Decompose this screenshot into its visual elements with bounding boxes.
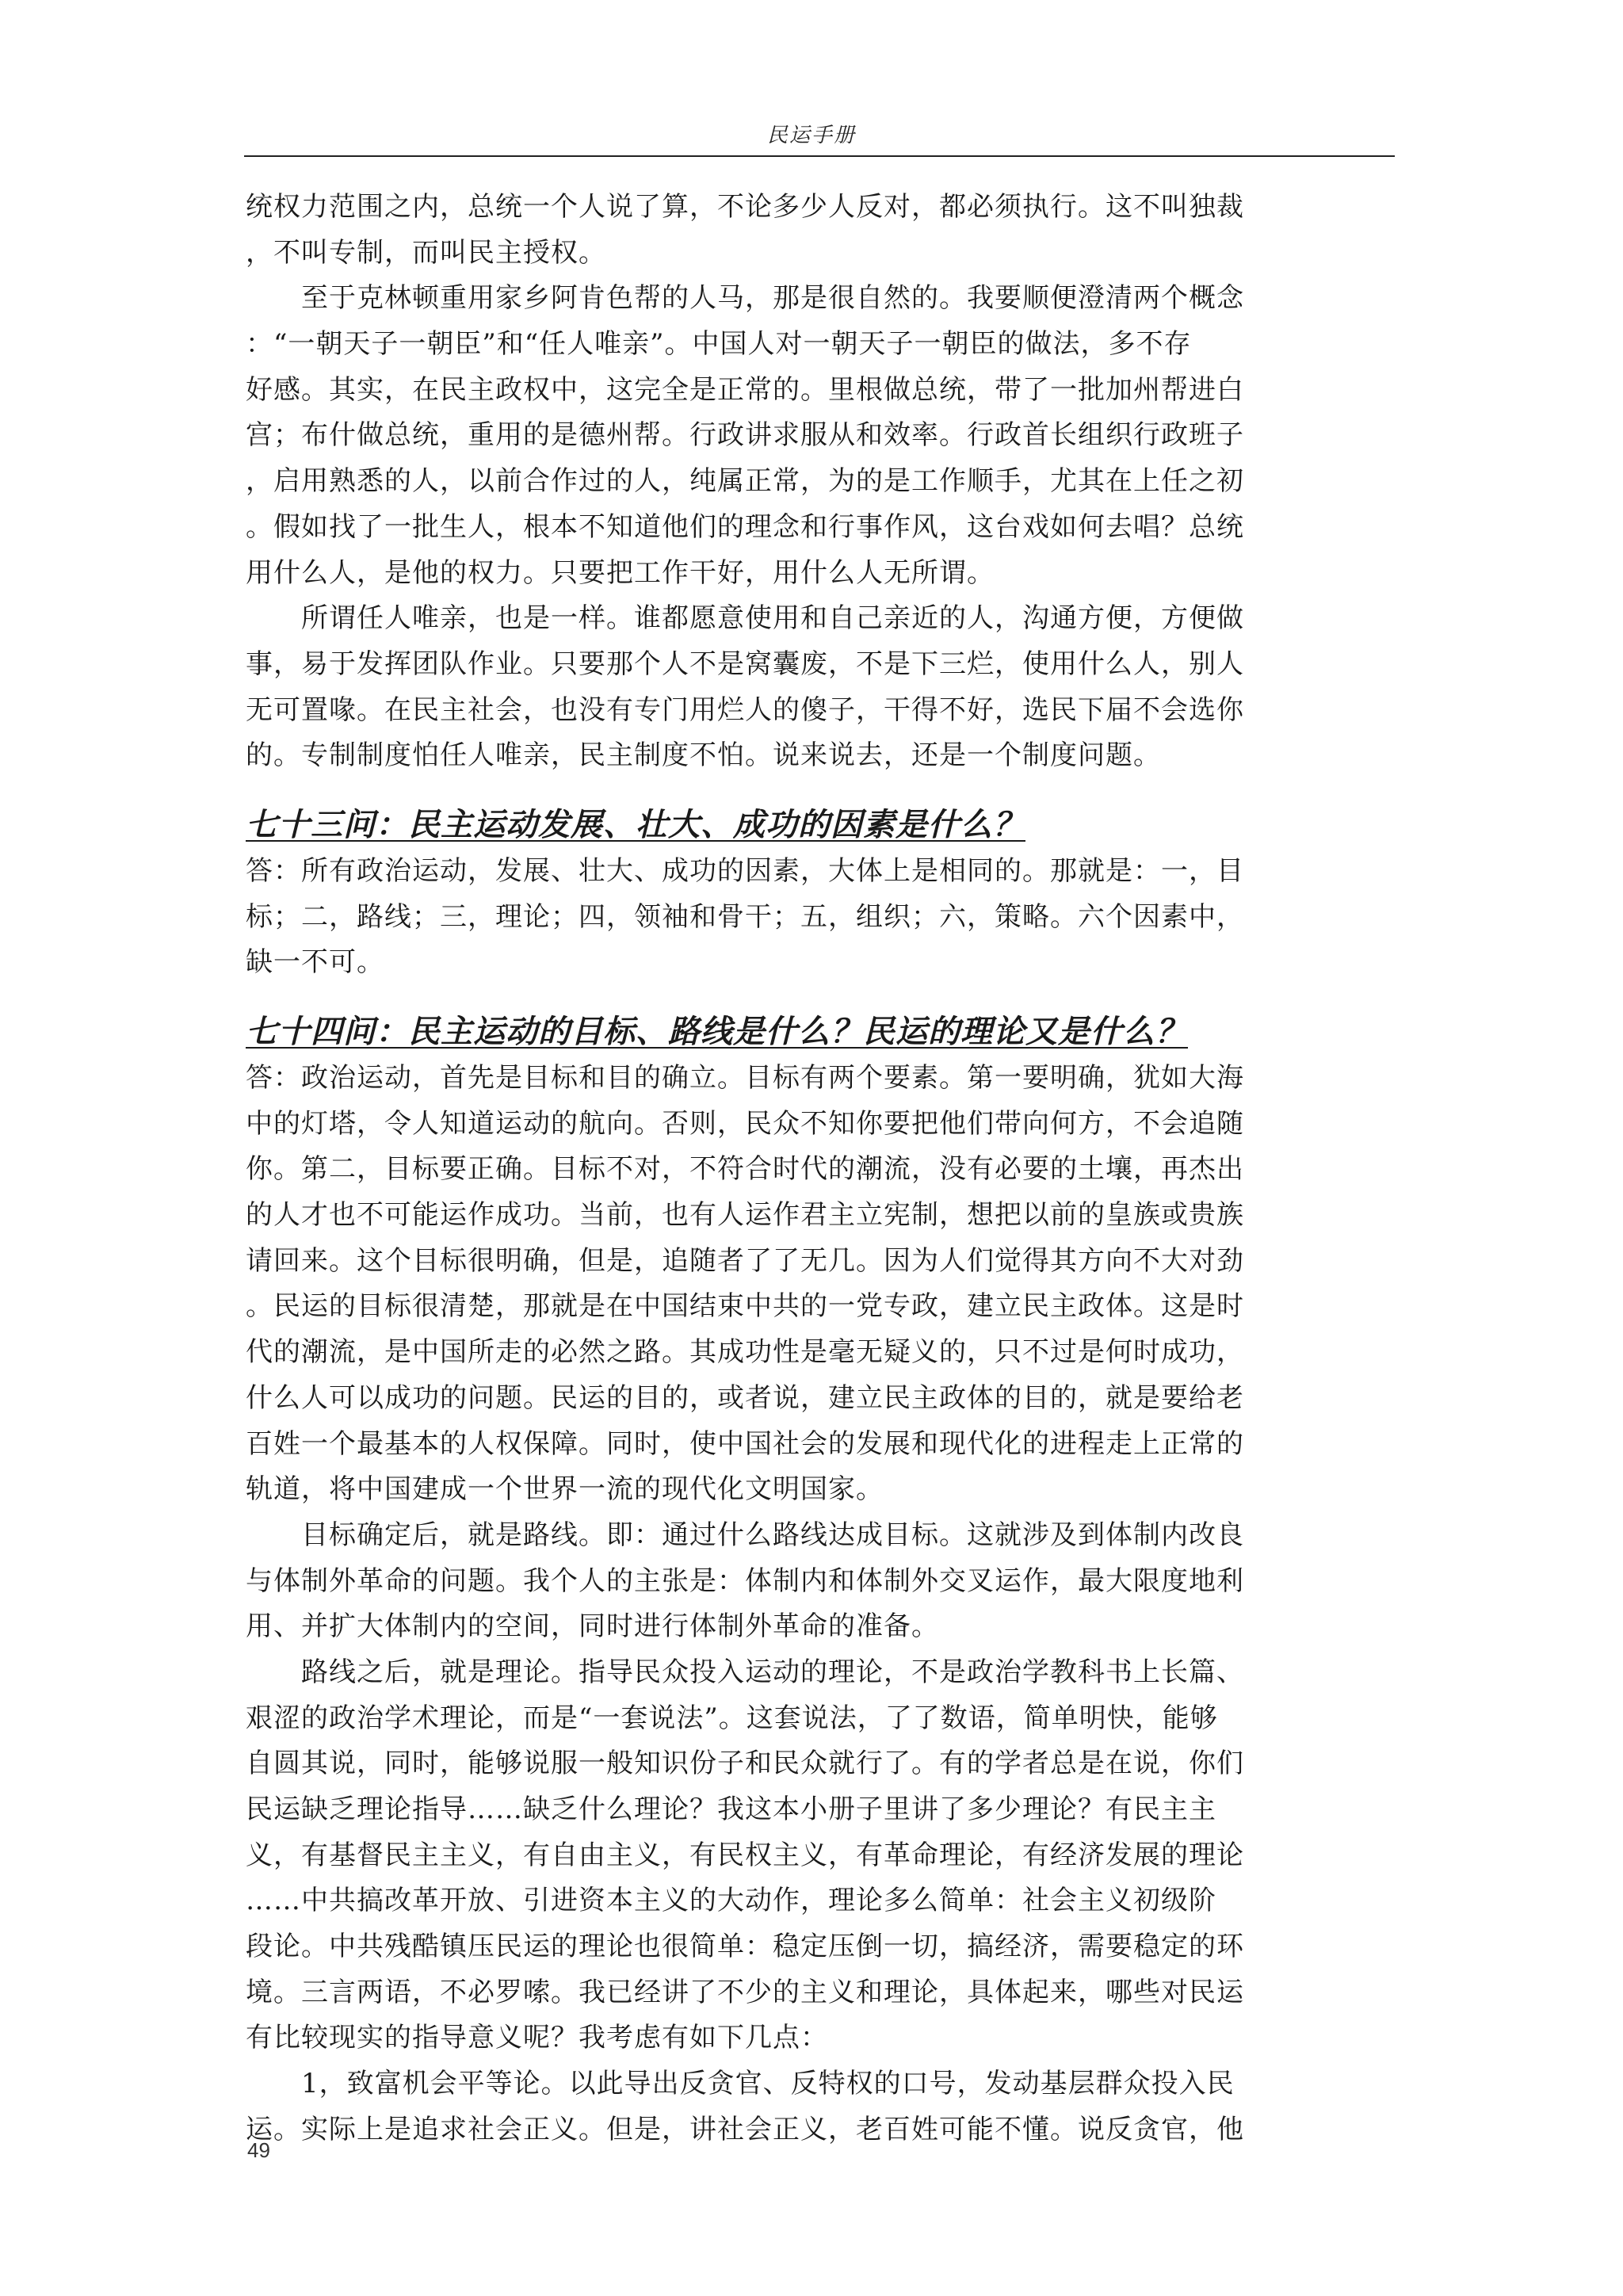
text-line: 缺一不可。 xyxy=(246,946,384,979)
header-rule xyxy=(244,155,1395,157)
text-line: 。假如找了一批生人，根本不知道他们的理念和行事作风，这台戏如何去唱？总统 xyxy=(246,510,1244,543)
text-line: 目标确定后，就是路线。即：通过什么路线达成目标。这就涉及到体制内改良 xyxy=(301,1519,1244,1551)
text-line: 。民运的目标很清楚，那就是在中国结束中共的一党专政，建立民主政体。这是时 xyxy=(246,1290,1244,1323)
running-header-title: 民运手册 xyxy=(766,124,856,147)
text-line: 什么人可以成功的问题。民运的目的，或者说，建立民主政体的目的，就是要给老 xyxy=(246,1381,1244,1414)
text-line: 标；二，路线；三，理论；四，领袖和骨干；五，组织；六，策略。六个因素中， xyxy=(246,900,1244,933)
text-line: 至于克林顿重用家乡阿肯色帮的人马，那是很自然的。我要顺便澄清两个概念 xyxy=(301,282,1244,315)
text-line: 好感。其实，在民主政权中，这完全是正常的。里根做总统，带了一批加州帮进白 xyxy=(246,373,1244,406)
text-line: 用什么人，是他的权力。只要把工作干好，用什么人无所谓。 xyxy=(246,556,995,589)
text-line: 请回来。这个目标很明确，但是，追随者了了无几。因为人们觉得其方向不大对劲 xyxy=(246,1244,1244,1277)
page-body xyxy=(246,185,1339,2153)
text-line: 1，致富机会平等论。以此导出反贪官、反特权的口号，发动基层群众投入民 xyxy=(301,2068,1235,2100)
section-heading-73: 七十三问：民主运动发展、壮大、成功的因素是什么？ xyxy=(246,805,1025,843)
text-line: ，启用熟悉的人，以前合作过的人，纯属正常，为的是工作顺手，尤其在上任之初 xyxy=(246,465,1244,498)
text-line: 自圆其说，同时，能够说服一般知识份子和民众就行了。有的学者总是在说，你们 xyxy=(246,1748,1244,1780)
text-line: 的。专制制度怕任人唯亲，民主制度不怕。说来说去，还是一个制度问题。 xyxy=(246,739,1161,772)
text-line: 用、并扩大体制内的空间，同时进行体制外革命的准备。 xyxy=(246,1610,939,1643)
section-heading-74: 七十四问：民主运动的目标、路线是什么？民运的理论又是什么？ xyxy=(246,1013,1188,1050)
text-line: 答：政治运动，首先是目标和目的确立。目标有两个要素。第一要明确，犹如大海 xyxy=(246,1062,1244,1094)
text-line: ，不叫专制，而叫民主授权。 xyxy=(246,236,606,269)
text-line: 有比较现实的指导意义呢？我考虑有如下几点： xyxy=(246,2022,828,2054)
text-line: ……中共搞改革开放、引进资本主义的大动作，理论多么简单：社会主义初级阶 xyxy=(246,1885,1216,1917)
text-line: 答：所有政治运动，发展、壮大、成功的因素，大体上是相同的。那就是：一，目 xyxy=(246,854,1244,887)
text-line: 民运缺乏理论指导……缺乏什么理论？我这本小册子里讲了多少理论？有民主主 xyxy=(246,1794,1216,1825)
text-line: 中的灯塔，令人知道运动的航向。否则，民众不知你要把他们带向何方，不会追随 xyxy=(246,1107,1244,1140)
text-line: 艰涩的政治学术理论，而是“一套说法”。这套说法，了了数语，简单明快，能够 xyxy=(246,1702,1218,1734)
text-line: ：“一朝天子一朝臣”和“任人唯亲”。中国人对一朝天子一朝臣的做法，多不存 xyxy=(246,328,1192,361)
text-line: 代的潮流，是中国所走的必然之路。其成功性是毫无疑义的，只不过是何时成功， xyxy=(246,1336,1244,1369)
text-line: 百姓一个最基本的人权保障。同时，使中国社会的发展和现代化的进程走上正常的 xyxy=(246,1427,1244,1460)
text-line: 所谓任人唯亲，也是一样。谁都愿意使用和自己亲近的人，沟通方便，方便做 xyxy=(301,602,1244,635)
text-line: 无可置喙。在民主社会，也没有专门用烂人的傻子，干得不好，选民下届不会选你 xyxy=(246,693,1244,726)
text-line: 统权力范围之内，总统一个人说了算，不论多少人反对，都必须执行。这不叫独裁 xyxy=(246,191,1244,223)
text-line: 的人才也不可能运作成功。当前，也有人运作君主立宪制，想把以前的皇族或贵族 xyxy=(246,1199,1244,1232)
text-line: 你。第二，目标要正确。目标不对，不符合时代的潮流，没有必要的土壤，再杰出 xyxy=(246,1153,1244,1186)
text-line: 事，易于发挥团队作业。只要那个人不是窝囊废，不是下三烂，使用什么人，别人 xyxy=(246,648,1244,680)
text-line: 与体制外革命的问题。我个人的主张是：体制内和体制外交叉运作，最大限度地利 xyxy=(246,1564,1244,1597)
text-line: 宫；布什做总统，重用的是德州帮。行政讲求服从和效率。行政首长组织行政班子 xyxy=(246,419,1244,452)
page-number: 49 xyxy=(247,2138,270,2162)
text-line: 轨道，将中国建成一个世界一流的现代化文明国家。 xyxy=(246,1473,884,1506)
text-line: 境。三言两语，不必罗嗦。我已经讲了不少的主义和理论，具体起来，哪些对民运 xyxy=(246,1976,1244,2008)
text-line: 运。实际上是追求社会正义。但是，讲社会正义，老百姓可能不懂。说反贪官，他 xyxy=(246,2113,1244,2145)
text-line: 段论。中共残酷镇压民运的理论也很简单：稳定压倒一切，搞经济，需要稳定的环 xyxy=(246,1931,1244,1963)
text-line: 路线之后，就是理论。指导民众投入运动的理论，不是政治学教科书上长篇、 xyxy=(301,1656,1244,1688)
text-line: 义，有基督民主主义，有自由主义，有民权主义，有革命理论，有经济发展的理论 xyxy=(246,1839,1244,1871)
